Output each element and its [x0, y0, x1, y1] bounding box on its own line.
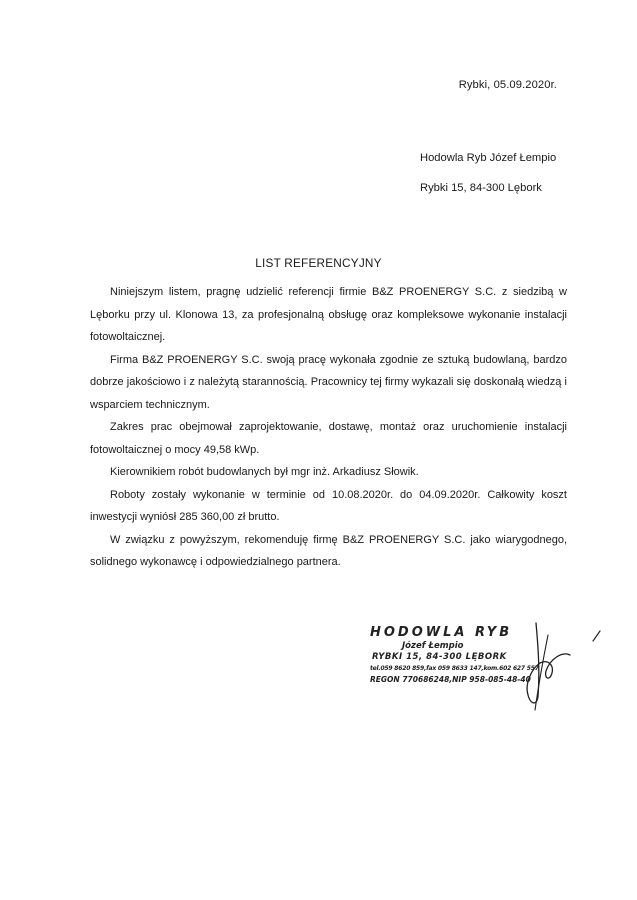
paragraph-cost: Roboty zostały wykonanie w terminie od 10.08.2020r. do 04.09.2020r. Całkowity koszt inwestycji wyniósł 285 360,00 zł brutto. [90, 488, 567, 523]
recipient-address [420, 151, 556, 211]
stamp-regon-nip: REGON 770686248,NIP 958-085-48-40 [370, 675, 531, 684]
stamp-owner-name: Józef Łempio [402, 641, 464, 651]
stamp-address: RYBKI 15, 84-300 LĘBORK [372, 652, 507, 662]
paragraph-scope: Zakres prac obejmował zaprojektowanie, dostawę, montaż oraz uruchomienie instalacji fotowoltaicznej o mocy 49,58 kWp. [90, 421, 567, 456]
letter-title: LIST REFERENCYJNY [255, 256, 382, 270]
place-date: Rybki, 05.09.2020r. [458, 79, 557, 91]
handwritten-signature [500, 615, 610, 715]
paragraph-manager: Kierownikiem robót budowlanych był mgr inż. Arkadiusz Słowik. [110, 466, 419, 478]
recipient-street: Rybki 15, 84-300 Lębork [420, 182, 542, 194]
paragraph-recommendation: W związku z powyższym, rekomenduję firmę B&Z PROENERGY S.C. jako wiarygodnego, solidnego wykonawcę i odpowiedzialnego partnera. [90, 533, 567, 568]
stamp-company-name: HODOWLA RYB [370, 625, 513, 640]
recipient-name: Hodowla Ryb Józef Łempio [420, 152, 557, 164]
paragraph-intro: Niniejszym listem, pragnę udzielić referencji firmie B&Z PROENERGY S.C. z siedzibą w Lęborku przy ul. Klonowa 13, za profesjonalną obsługę oraz kompleksowe wykonanie instalacji fotowoltaicznej. [90, 286, 567, 343]
paragraph-quality: Firma B&Z PROENERGY S.C. swoją pracę wykonała zgodnie ze sztuką budowlaną, bardzo dobrze jakościowo i z należytą starannością. Pracownicy tej firmy wykazali się doskonałą wiedzą i wsparciem technicznym. [90, 353, 567, 411]
letter-body [90, 281, 567, 574]
stamp-phone: tel.059 8620 859,fax 059 8633 147,kom.602 627 557 [370, 665, 539, 672]
